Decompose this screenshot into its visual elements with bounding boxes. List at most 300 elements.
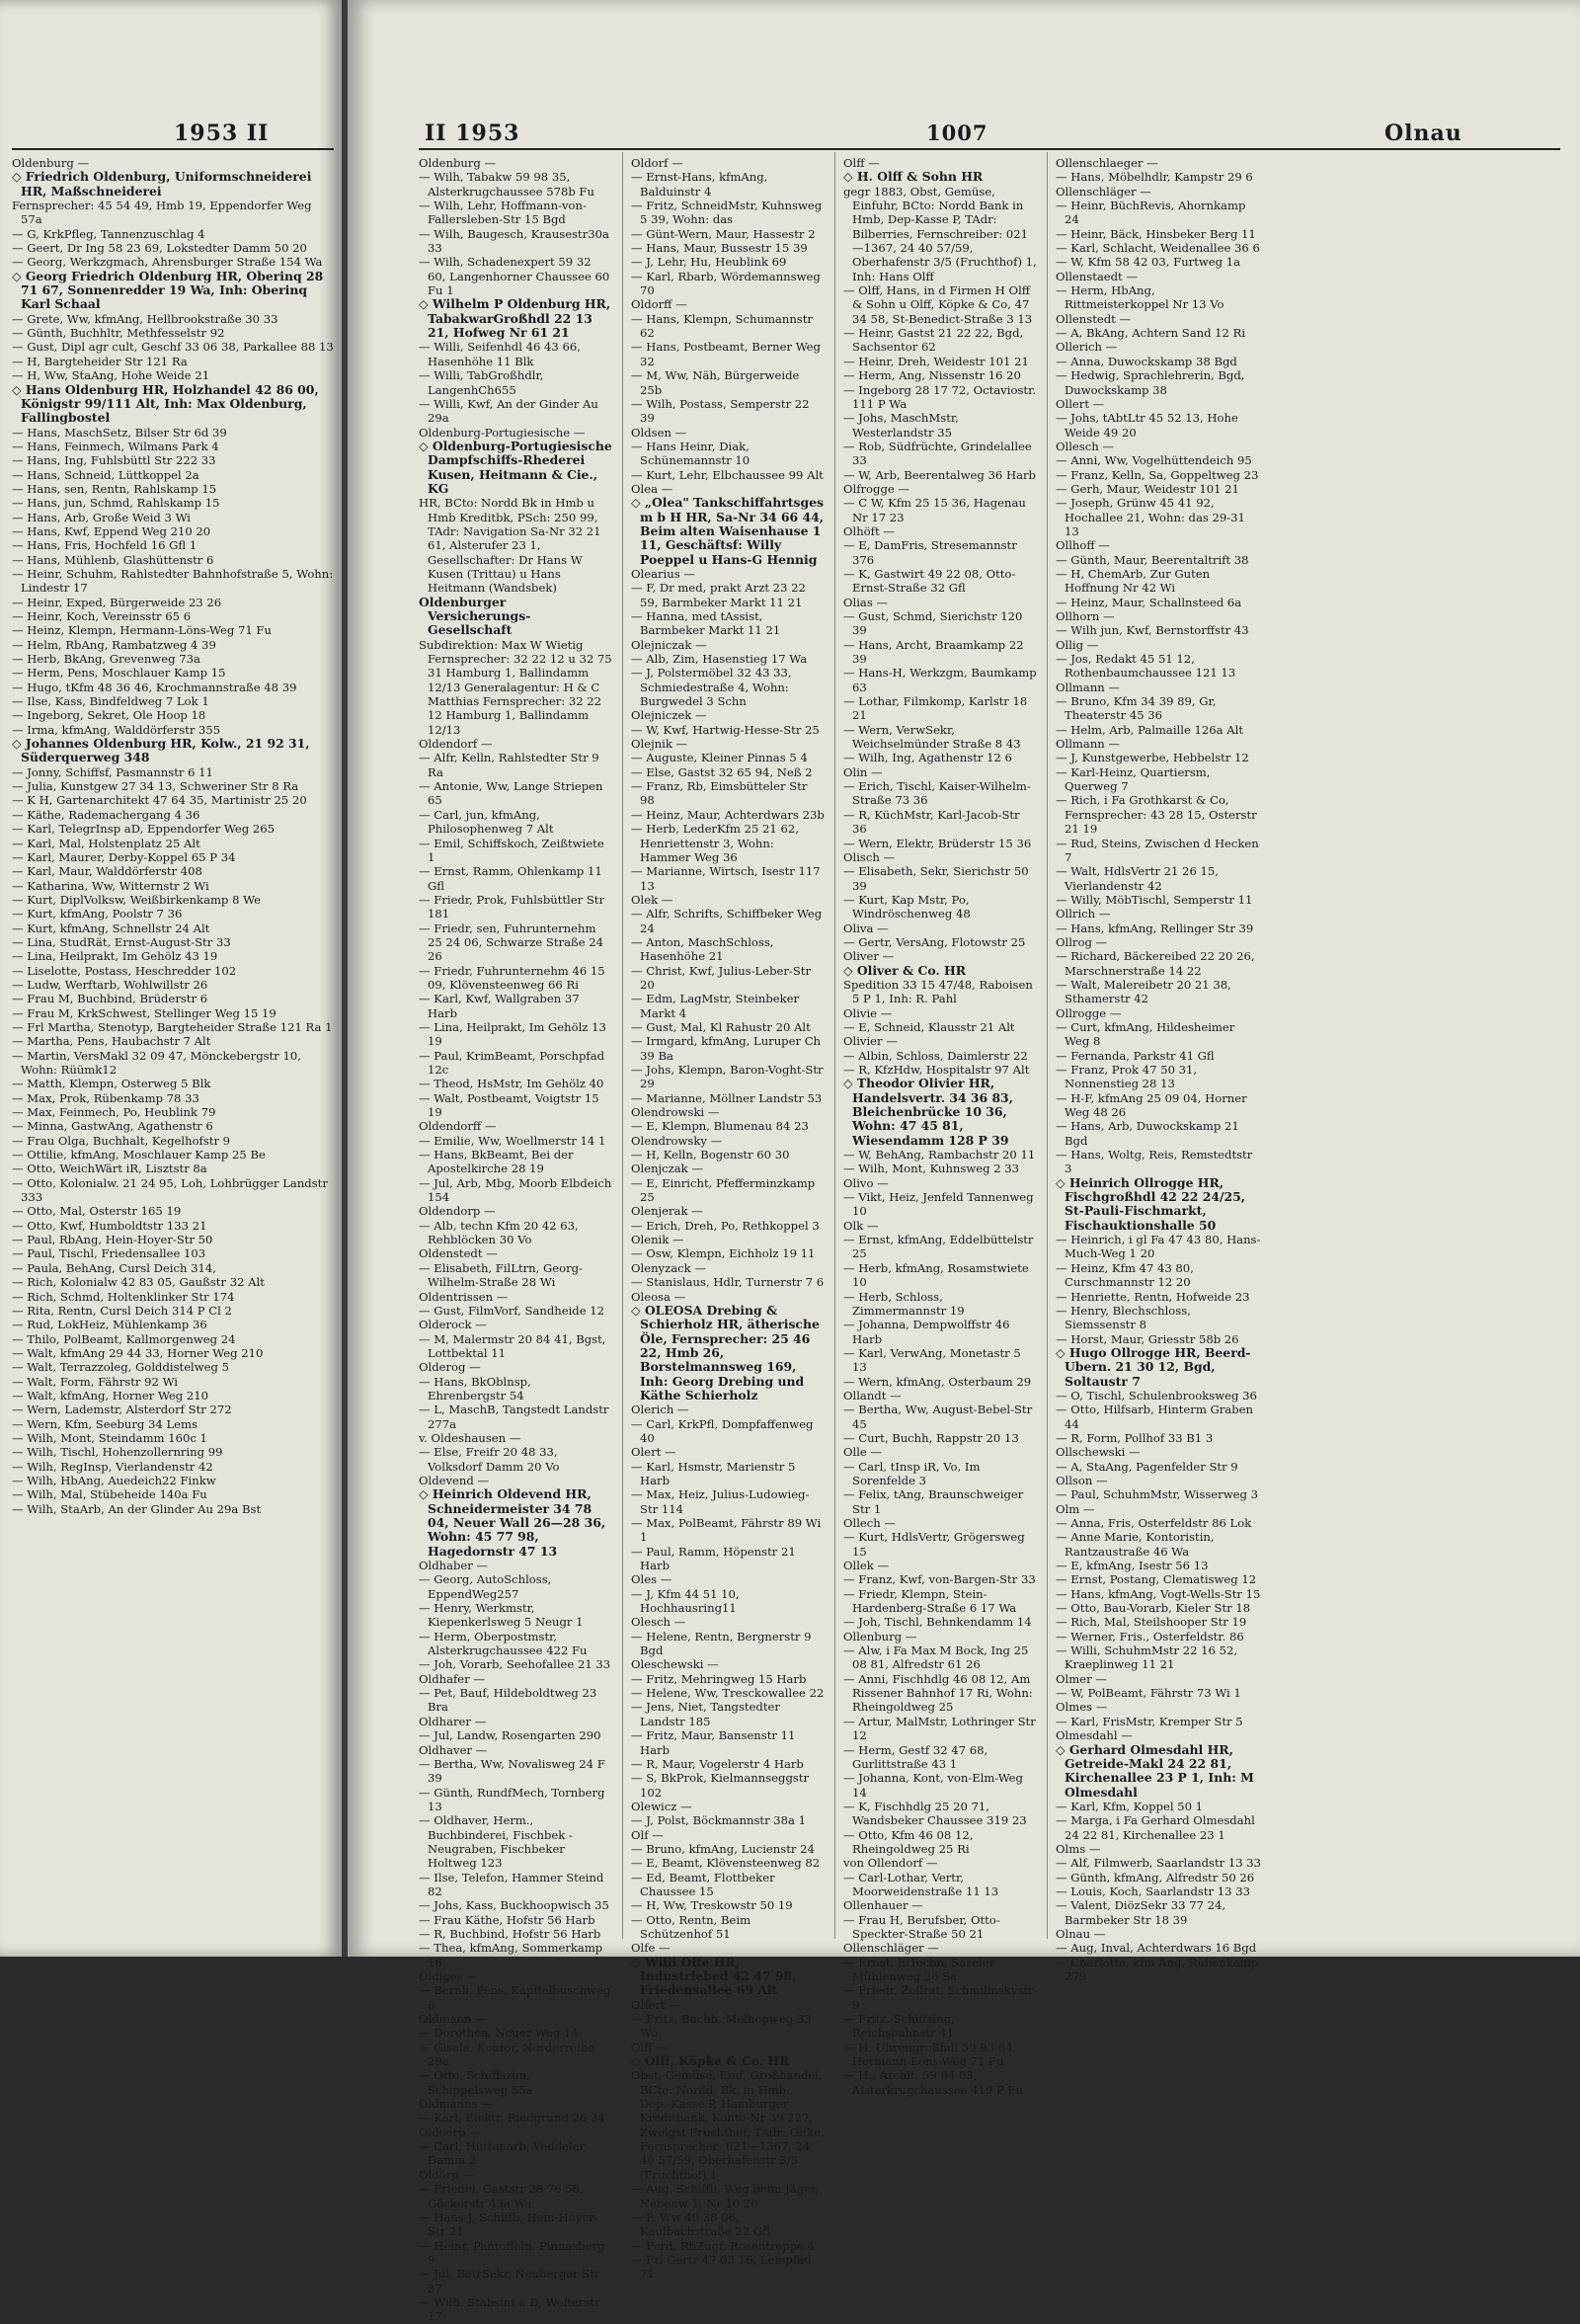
directory-entry: Oldhaber — [419, 1559, 489, 1573]
directory-entry: Olfert — [631, 1997, 680, 2012]
directory-entry: — Antonie, Ww, Lange Striepen 65 [419, 779, 603, 808]
directory-entry: — Wilh, Stabsint a D, Wolterstr 17 [419, 2294, 600, 2324]
directory-entry: — Ernst, ElTechn, Saseler Mühlenweg 26 Sa [843, 1955, 995, 1983]
directory-entry: — Gust, FilmVorf, Sandheide 12 [419, 1303, 605, 1318]
directory-entry: — Gust, Mal, Kl Rahustr 20 Alt [631, 1019, 811, 1034]
directory-entry: Oldharer — [419, 1714, 487, 1728]
directory-entry: — Alfr, Kelln, Rahlstedter Str 9 Ra [419, 751, 599, 779]
directory-entry: — Hans, Schneid, Lüttkoppel 2a [12, 467, 199, 482]
directory-entry: ◇ Hugo Ollrogge HR, Beerd-Ubern. 21 30 12, Bgd, Soltaustr 7 [1056, 1344, 1251, 1389]
directory-entry: Olff — [631, 2040, 668, 2054]
directory-entry: — R, Form, Pollhof 33 B1 3 [1056, 1430, 1214, 1445]
directory-entry: — Geert, Dr Ing 58 23 69, Lokstedter Damm 50 20 [12, 241, 307, 256]
directory-entry: — Hans, Arb, Große Weid 3 Wi [12, 510, 191, 524]
directory-entry: — Jens, Niet, Tangstedter Landstr 185 [631, 1700, 780, 1728]
directory-entry: Oleschewski — [631, 1657, 719, 1672]
directory-entry: — Otto, Schiffszim, Schippelsweg 55a [419, 2068, 533, 2097]
directory-entry: — Karl-Heinz, Quartiersm, Querweg 7 [1056, 764, 1211, 794]
directory-entry: — Pet, Bauf, Hildeboldtweg 23 Bra [419, 1686, 597, 1715]
directory-entry: Olmes — [1056, 1700, 1108, 1715]
directory-entry: Ollmann — [1056, 680, 1121, 694]
directory-entry: — Minna, GastwAng, Agathenstr 6 [12, 1119, 213, 1134]
directory-entry: — Willy, MöbTischl, Semperstr 11 [1056, 892, 1253, 907]
directory-entry: Olivo — [843, 1175, 889, 1190]
directory-entry: — Lina, StudRät, Ernst-August-Str 33 [12, 934, 231, 949]
directory-entry: — Hans, BkBeamt, Bei der Apostelkirche 28 19 [419, 1148, 574, 1176]
directory-entry: — H, Kelln, Bogenstr 60 30 [631, 1148, 790, 1162]
directory-entry: HR, BCto: Nordd Bk in Hmb u Hmb Kreditbk, PSch: 250 99, TAdr: Navigation Sa-Nr 32 21 61, Alsterufer 23 1, Gesellschafter: Dr Hans W Kusen (Trittau) u Hans Heitmann (Wandsbek) [419, 496, 601, 596]
directory-entry: — Else, Gastst 32 65 94, Neß 2 [631, 764, 813, 779]
directory-entry: Ollhoff — [1056, 538, 1110, 553]
directory-entry: — W, BehAng, Rambachstr 20 11 [843, 1148, 1036, 1162]
directory-entry: ◇ Willi Olfe HR, Industriebed 42 47 98, Friedensallee 69 Alt [631, 1954, 797, 1998]
directory-entry: — Rud, Steins, Zwischen d Hecken 7 [1056, 836, 1259, 864]
directory-entry: Olin — [843, 764, 883, 779]
directory-entry: — Marianne, Möllner Landstr 53 [631, 1090, 823, 1105]
directory-entry: Olea — [631, 481, 673, 496]
directory-entry: — Karl, Schlacht, Weidenallee 36 6 [1056, 241, 1260, 256]
directory-entry: — Heinr, Dreh, Weidestr 101 21 [843, 354, 1029, 368]
directory-entry: — Jul, Landw, Rosengarten 290 [419, 1728, 601, 1743]
directory-entry: Oliva — [843, 921, 889, 935]
directory-entry: — Paula, BehAng, Cursl Deich 314, [12, 1260, 216, 1275]
directory-entry: — Johs, Klempn, Baron-Voght-Str 29 [631, 1063, 824, 1091]
directory-entry: — Franz, Kelln, Sa, Goppeltweg 23 [1056, 467, 1259, 482]
directory-entry: — J, Polstermöbel 32 43 33, Schmiedestraße 4, Wohn: Burgwedel 3 Schn [631, 666, 792, 709]
directory-entry: — Joh, Tischl, Behnkendamm 14 [843, 1615, 1032, 1630]
directory-entry: — Hanna, med tAssist, Barmbeker Markt 11 21 [631, 609, 781, 638]
directory-entry: — Walt, kfmAng, Horner Weg 210 [12, 1388, 209, 1402]
directory-entry: — Albin, Schloss, Daimlerstr 22 [843, 1048, 1028, 1063]
directory-entry: — R, KüchMstr, Karl-Jacob-Str 36 [843, 807, 1020, 837]
directory-entry: — Rich, i Fa Grothkarst & Co, Fernsprecher: 43 28 15, Osterstr 21 19 [1056, 793, 1257, 837]
directory-entry: — Wilh, Tabakw 59 98 35, Alsterkrugchaussee 578b Fu [419, 170, 594, 199]
directory-entry: — Bernh, Pens, Kapitelbuschweg 8 [419, 1983, 611, 2012]
directory-entry: Olenjerak — [631, 1204, 703, 1219]
directory-entry: ◇ Wilhelm P Oldenburg HR, TabakwarGroßhdl 22 13 21, Hofweg Nr 61 21 [419, 296, 611, 341]
directory-entry: — Gertr, VersAng, Flotowstr 25 [843, 934, 1026, 949]
directory-entry: — Wern, kfmAng, Osterbaum 29 [843, 1374, 1032, 1389]
directory-entry: — Wilh, Mal, Stübeheide 140a Fu [12, 1487, 207, 1502]
directory-entry: — Friedr, Fuhrunternehm 46 15 09, Klövensteenweg 66 Ri [419, 963, 605, 992]
directory-entry: — Käthe, Rademachergang 4 36 [12, 807, 200, 822]
directory-entry: — Carl-Lothar, Vertr, Moorweidenstraße 11 13 [843, 1870, 999, 1898]
directory-entry: ◇ Heinrich Ollrogge HR, Fischgroßhdl 42 22 24/25, St-Pauli-Fischmarkt, Fischauktionshalle 50 [1056, 1174, 1246, 1233]
directory-entry: — Oldhaver, Herm., Buchbinderei, Fischbek - Neugraben, Fischbeker Holtweg 123 [419, 1813, 573, 1871]
directory-entry: — Ilse, Telefon, Hammer Steind 82 [419, 1870, 604, 1898]
directory-entry: — Walt, kfmAng 29 44 33, Horner Weg 210 [12, 1345, 264, 1360]
directory-entry: Olivier — [843, 1034, 898, 1049]
directory-entry: — Thea, kfmAng, Sommerkamp 16 [419, 1941, 603, 1969]
directory-entry: — Charlotte, kfm Ang, Rübenkamp 279 [1056, 1955, 1259, 1983]
directory-entry: — Wilh, Baugesch, Krausestr30a 33 [419, 226, 609, 256]
directory-entry: — Friedr, Klempn, Stein-Hardenberg-Straße 6 17 Wa [843, 1586, 1017, 1616]
directory-entry: — Matth, Klempn, Osterweg 5 Blk [12, 1077, 211, 1091]
directory-entry: Subdirektion: Max W Wietig Fernsprecher: 32 22 12 u 32 75 31 Hamburg 1, Ballindamm 12/13 Generalagentur: H & C Matthias Fernsprecher: 32 22 12 Hamburg 1, Ballindamm 12/13 [419, 637, 612, 737]
directory-entry: — Hans, Postbeamt, Berner Weg 32 [631, 340, 821, 368]
directory-entry: — Walt, Postbeamt, Voigtstr 15 19 [419, 1090, 599, 1120]
directory-entry: — Bruno, kfmAng, Lucienstr 24 [631, 1841, 815, 1856]
directory-entry: ◇ Oldenburg-Portugiesische Dampfschiffs-Rhederei Kusen, Heitmann & Cie., KG [419, 438, 612, 496]
directory-entry: — Günth, Buchhltr, Methfesselstr 92 [12, 326, 225, 341]
directory-entry: — Hans, jun, Schmd, Rahlskamp 15 [12, 496, 220, 511]
directory-entry: Oldhafer — [419, 1671, 485, 1686]
directory-entry: — Günt-Wern, Maur, Hassestr 2 [631, 226, 816, 241]
directory-entry: — Karl, Hsmstr, Marienstr 5 Harb [631, 1459, 796, 1487]
directory-entry: Oldorff — [631, 297, 687, 312]
directory-entry: — Christ, Kwf, Julius-Leber-Str 20 [631, 963, 811, 992]
directory-entry: — Ernst, Postang, Clematisweg 12 [1056, 1572, 1257, 1587]
directory-entry: — Else, Freifr 20 48 33, Volksdorf Damm 20 Vo [419, 1445, 560, 1474]
directory-entry: ◇ Hans Oldenburg HR, Holzhandel 42 86 00, Königstr 99/111 Alt, Inh: Max Oldenburg, Fallingbostel [12, 381, 319, 426]
directory-entry: — Fritz, SchneidMstr, Kuhnsweg 5 39, Wohn: das [631, 199, 823, 227]
directory-entry: — Max, Feinmech, Po, Heublink 79 [12, 1105, 216, 1120]
directory-entry: Olk — [843, 1218, 879, 1233]
directory-entry: — Marianne, Wirtsch, Isestr 117 13 [631, 864, 821, 893]
directory-entry: — Bertha, Ww, August-Bebel-Str 45 [843, 1402, 1033, 1431]
directory-entry: — Kurt, kfmAng, Schnellstr 24 Alt [12, 921, 210, 935]
directory-entry: — Kurt, kfmAng, Poolstr 7 36 [12, 907, 183, 922]
directory-entry: — Heinz, Kfm 47 43 80, Curschmannstr 12 20 [1056, 1260, 1194, 1290]
directory-entry: — Hans, Ing, Fuhlsbüttl Str 222 33 [12, 453, 216, 468]
directory-entry: Ollenschlaeger — [1056, 156, 1158, 170]
column-divider [1047, 152, 1048, 1939]
directory-entry: Oldhaver — [419, 1742, 488, 1757]
directory-entry: — O, Tischl, Schulenbrooksweg 36 [1056, 1388, 1257, 1402]
directory-entry: Ollmann — [1056, 737, 1121, 752]
directory-entry: Olle — [843, 1445, 883, 1460]
directory-entry: — Wilh, Schadenexpert 59 32 60, Langenhorner Chaussee 60 Fu 1 [419, 255, 610, 298]
directory-entry: — H, Bargteheider Str 121 Ra [12, 354, 188, 368]
directory-entry: — Herb, LederKfm 25 21 62, Henriettenstr 3, Wohn: Hammer Weg 36 [631, 822, 799, 864]
directory-entry: Ollert — [1056, 396, 1105, 411]
directory-entry: Olendrowski — [631, 1105, 720, 1120]
directory-entry: — Alb, Zim, Hasenstieg 17 Wa [631, 652, 808, 667]
directory-entry: Obst, Gemüse, Einf, Großhandel, BCto: Nordd. Bk. in Hmb., Dep.-Kasse P, Hamburger Kreditbank, Konto-Nr 39 227, Zweigst Fruchthof, TAdr: Olfko, Fernsprecher: 021—1367, 24 40 57/59, Oberhafenstr 3/5 (Fruchthof) 1 [631, 2068, 825, 2182]
directory-entry: Oldsen — [631, 425, 687, 440]
directory-entry: Oldenburger Versicherungs-Gesellschaft [419, 594, 531, 638]
directory-entry: Oldörp — [419, 2167, 474, 2182]
directory-entry: — Herm, Oberpostmstr, Alsterkrugchaussee 422 Fu [419, 1629, 588, 1658]
directory-entry: Olenjczak — [631, 1162, 703, 1176]
directory-entry: — W, PolBeamt, Fährstr 73 Wi 1 [1056, 1686, 1241, 1701]
directory-entry: ◇ Georg Friedrich Oldenburg HR, Oberinq 28 71 67, Sonnenredder 19 Wa, Inh: Oberinq Karl Schaal [12, 268, 324, 312]
directory-entry: — Frau M, KrkSchwest, Stellinger Weg 15 19 [12, 1005, 276, 1020]
directory-entry: — Werner, Fris., Osterfeldstr. 86 [1056, 1629, 1244, 1643]
directory-entry: — Friedr, Prok, Fuhlsbüttler Str 181 [419, 892, 604, 922]
directory-entry: — Karl, Mal, Holstenplatz 25 Alt [12, 836, 200, 850]
directory-entry: — L, MaschB, Tangstedt Landstr 277a [419, 1402, 609, 1431]
directory-entry: — W, Kfm 58 42 03, Furtweg 1a [1056, 255, 1241, 270]
directory-entry: — Hans, Mühlenb, Glashüttenstr 6 [12, 552, 214, 567]
directory-entry: — Alb, techn Kfm 20 42 63, Rehblöcken 30 Vo [419, 1218, 579, 1247]
directory-entry: — Joh, Vorarb, Seehofallee 21 33 [419, 1657, 611, 1672]
directory-entry: Ollandt — [843, 1388, 902, 1402]
directory-entry: — Hans, Feinmech, Wilmans Park 4 [12, 439, 219, 453]
directory-entry: — Aug, Schiffb, Weg beim Jäger, Nebenw 1, Nr 10 20 [631, 2182, 819, 2210]
directory-entry: — Elisabeth, FilLtrn, Georg-Wilhelm-Straße 28 Wi [419, 1260, 583, 1290]
directory-entry: Ollenhauer — [843, 1898, 923, 1913]
right-page-header-keyword: Olnau [1384, 120, 1462, 146]
directory-entry: — Wilh, Mont, Kuhnsweg 2 33 [843, 1162, 1020, 1176]
directory-entry: Oleosa — [631, 1289, 686, 1304]
directory-entry: Olejniczak — [631, 637, 707, 652]
directory-entry: — Wilh, Ing, Agathenstr 12 6 [843, 751, 1012, 765]
directory-entry: — S, BkProk, Kielmannseggstr 102 [631, 1771, 810, 1800]
directory-entry: — Gisela, Kontor, Norderreihe 29a [419, 2040, 595, 2069]
directory-entry: — J, Polst, Böckmannstr 38a 1 [631, 1813, 807, 1828]
directory-entry: ◇ Oliver & Co. HR [843, 962, 967, 978]
directory-entry: Ollenstaedt — [1056, 269, 1138, 283]
directory-entry: — Max, Heiz, Julius-Ludowieg-Str 114 [631, 1487, 810, 1516]
directory-entry: — E, Klempn, Blumenau 84 23 [631, 1119, 809, 1134]
directory-entry: — Thilo, PolBeamt, Kallmorgenweg 24 [12, 1331, 236, 1346]
directory-entry: gegr 1883, Obst, Gemüse, Einfuhr, BCto: Nordd Bank in Hmb, Dep-Kasse P, TAdr: Bilberries, Fernschreiber: 021—1367, 24 40 57/59, Oberhafenstr 3/5 (Fruchthof) 1, Inh: Hans Olff [843, 184, 1037, 283]
directory-entry: — Wilh jun, Kwf, Bernstorffstr 43 [1056, 623, 1249, 638]
directory-entry: — Paul, Ramm, Höpenstr 21 Harb [631, 1544, 796, 1573]
directory-entry: — R, KfzHdw, Hospitalstr 97 Alt [843, 1063, 1030, 1077]
directory-entry: — Jonny, Schiffsf, Pasmannstr 6 11 [12, 764, 213, 779]
directory-entry: — Hans, kfmAng, Vogt-Wells-Str 15 [1056, 1586, 1261, 1601]
directory-entry: von Ollendorf — [843, 1856, 938, 1871]
directory-entry: — Paul, SchuhmMstr, Wisserweg 3 [1056, 1487, 1258, 1502]
directory-entry: — Otto, Mal, Osterstr 165 19 [12, 1204, 182, 1219]
directory-entry: — Hans, Fris, Hochfeld 16 Gfl 1 [12, 538, 198, 553]
directory-entry: Olerich — [631, 1402, 689, 1417]
directory-entry: — Wilh, Postass, Semperstr 22 39 [631, 396, 810, 426]
directory-entry: — Heinr, Schuhm, Rahlstedter Bahnhofstraße 5, Wohn: Lindestr 17 [12, 566, 334, 596]
directory-entry: — Johs, tAbtLtr 45 52 13, Hohe Weide 49 20 [1056, 411, 1238, 440]
directory-entry: Ollson — [1056, 1473, 1108, 1487]
directory-entry: — H, Ww, Treskowstr 50 19 [631, 1898, 793, 1913]
directory-entry: — J, Lehr, Hu, Heublink 69 [631, 255, 787, 270]
directory-entry: Olmer — [1056, 1671, 1107, 1686]
directory-entry: — Edm, LagMstr, Steinbeker Markt 4 [631, 992, 800, 1020]
directory-entry: — Johs, MaschMstr, Westerlandstr 35 [843, 411, 959, 440]
directory-entry: — Frau M, Buchbind, Brüderstr 6 [12, 992, 208, 1006]
directory-entry: Olhöft — [843, 523, 895, 538]
directory-entry: Ollenschläger — [843, 1941, 939, 1956]
directory-entry: — W, Arb, Beerentalweg 36 Harb [843, 467, 1036, 482]
directory-entry: — Karl, VerwAng, Monetastr 5 13 [843, 1345, 1021, 1375]
directory-entry: — Hans, Maur, Bussestr 15 39 [631, 241, 808, 256]
directory-entry: — Curt, Buchh, Rappstr 20 13 [843, 1430, 1019, 1445]
directory-entry: — Heinr, Bäck, Hinsbeker Berg 11 [1056, 226, 1256, 241]
directory-entry: — Karl, Maurer, Derby-Koppel 65 P 34 [12, 849, 236, 864]
directory-entry: — Walt, Form, Fährstr 92 Wi [12, 1374, 179, 1389]
directory-entry: — Rita, Rentn, Cursl Deich 314 P Cl 2 [12, 1303, 232, 1318]
directory-entry: — Marga, i Fa Gerhard Olmesdahl 24 22 81, Kirchenallee 23 1 [1056, 1813, 1255, 1842]
directory-entry: — Irma, kfmAng, Walddörferstr 355 [12, 722, 221, 737]
directory-entry: — H-F, kfmAng 25 09 04, Horner Weg 48 26 [1056, 1090, 1247, 1120]
directory-entry: — Artur, MalMstr, Lothringer Str 12 [843, 1714, 1036, 1743]
directory-entry: — Walt, Malereibetr 20 21 38, Sthamerstr 42 [1056, 977, 1231, 1006]
directory-entry: — Kurt, DiplVolksw, Weißbirkenkamp 8 We [12, 892, 261, 907]
directory-entry: Ollrich — [1056, 907, 1111, 922]
directory-entry: — Hans, MaschSetz, Bilser Str 6d 39 [12, 425, 227, 440]
directory-entry: — Jul, BetrSekr, Neuberger Str 37 [419, 2267, 600, 2295]
directory-entry: — Herm, Ang, Nissenstr 16 20 [843, 368, 1021, 383]
directory-entry: — K H, Gartenarchitekt 47 64 35, Martinistr 25 20 [12, 793, 307, 808]
directory-entry: — Stanislaus, Hdlr, Turnerstr 7 6 [631, 1275, 825, 1290]
directory-entry: — Karl, TelegrInsp aD, Eppendorfer Weg 265 [12, 822, 275, 837]
directory-entry: — Richard, Bäckereibed 22 20 26, Marschnerstraße 14 22 [1056, 949, 1255, 978]
directory-entry: — Herm, Pens, Moschlauer Kamp 15 [12, 666, 226, 681]
directory-entry: Olff — [843, 156, 880, 170]
directory-entry: — Günth, RundfMech, Tornberg 13 [419, 1785, 605, 1813]
directory-entry: Olnau — [1056, 1926, 1106, 1941]
directory-entry: — Hans, Arb, Duwockskamp 21 Bgd [1056, 1119, 1239, 1148]
directory-entry: — Heinr, Gastst 21 22 22, Bgd, Sachsentor 62 [843, 326, 1024, 355]
directory-entry: — Hans, BkOblnsp, Ehrenbergstr 54 [419, 1374, 531, 1402]
directory-entry: Olenyzack — [631, 1260, 706, 1275]
directory-entry: Oldendorp — [419, 1204, 496, 1219]
directory-entry: Oldenburg-Portugiesische — [419, 425, 586, 440]
directory-entry: — Hans, Möbelhdlr, Kampstr 29 6 [1056, 170, 1253, 185]
directory-entry: — Herb, BkAng, Grevenweg 73a [12, 652, 200, 667]
directory-entry: — Lina, Heilprakt, Im Gehölz 13 19 [419, 1019, 606, 1049]
directory-entry: — Günth, Maur, Beerentaltrift 38 [1056, 552, 1249, 567]
directory-entry: — Hugo, tKfm 48 36 46, Krochmannstraße 48 39 [12, 680, 297, 694]
directory-entry: — Heinz, Klempn, Hermann-Löns-Weg 71 Fu [12, 623, 272, 638]
directory-entry: Ollig — [1056, 637, 1099, 652]
directory-entry: — M, Malermstr 20 84 41, Bgst, Lottbektal 11 [419, 1331, 606, 1360]
directory-entry: — Gerh, Maur, Weidestr 101 21 [1056, 481, 1239, 496]
directory-entry: — Otto, Rentn, Beim Schützenhof 51 [631, 1912, 751, 1941]
directory-entry: — Wern, VerwSekr, Weichselmünder Straße 8 43 [843, 722, 1021, 752]
directory-entry: — Karl, Elektr, Riedgrund 26 34 [419, 2111, 605, 2125]
directory-entry: — Anna, Fris, Osterfeldstr 86 Lok [1056, 1516, 1252, 1530]
directory-entry: ◇ Gerhard Olmesdahl HR, Getreide-Makl 24 22 81, Kirchenallee 23 P 1, Inh: M Olmesdahl [1056, 1741, 1254, 1800]
directory-entry: — Franz, Prok 47 50 31, Nonnenstieg 28 13 [1056, 1063, 1198, 1091]
directory-entry: — Rich, Kolonialw 42 83 05, Gaußstr 32 Alt [12, 1275, 265, 1290]
directory-entry: — Emilie, Ww, Woellmerstr 14 1 [419, 1133, 606, 1148]
directory-entry: — Anni, Fischhdlg 46 08 12, Am Rissener Bahnhof 17 Ri, Wohn: Rheingoldweg 25 [843, 1671, 1033, 1715]
directory-entry: — Wilh, StaArb, An der Glinder Au 29a Bst [12, 1501, 262, 1516]
directory-entry: — Carl, tInsp iR, Vo, Im Sorenfelde 3 [843, 1459, 981, 1487]
directory-entry: ◇ „Olea" Tankschiffahrtsges m b H HR, Sa-Nr 34 66 44, Beim alten Waisenhause 1 11, Geschäftsf: Willy Poeppel u Hans-G Hennig [631, 495, 825, 567]
directory-entry: — Theod, HsMstr, Im Gehölz 40 [419, 1077, 604, 1091]
directory-entry: — Ingeborg, Sekret, Ole Hoop 18 [12, 708, 206, 723]
directory-entry: — Fritz, Mehringweg 15 Harb [631, 1671, 807, 1686]
directory-entry: — Frau H, Berufsber, Otto-Speckter-Straße 50 21 [843, 1912, 1000, 1941]
directory-entry: — E, Beamt, Klövensteenweg 82 [631, 1856, 821, 1871]
directory-entry: — Willi, Kwf, An der Ginder Au 29a [419, 396, 598, 426]
directory-entry: Ollrogge — [1056, 1005, 1122, 1020]
directory-entry: — Erich, Dreh, Po, Rethkoppel 3 [631, 1218, 820, 1233]
directory-entry: — Vikt, Heiz, Jenfeld Tannenweg 10 [843, 1190, 1034, 1219]
directory-entry: — Johs, Kass, Buckhoopwisch 35 [419, 1898, 609, 1913]
directory-entry: — Walt, HdlsVertr 21 26 15, Vierlandenstr 42 [1056, 864, 1219, 893]
directory-entry: — Katharina, Ww, Witternstr 2 Wi [12, 878, 209, 893]
directory-entry: — Paul, Tischl, Friedensallee 103 [12, 1246, 206, 1261]
directory-entry: Olias — [843, 595, 889, 609]
directory-entry: — Hans-H, Werkzgm, Baumkamp 63 [843, 666, 1037, 694]
directory-entry: — Willi, SchuhmMstr 22 16 52, Kraeplinweg 11 21 [1056, 1643, 1238, 1672]
directory-entry: ◇ Olff, Köpke & Co. HR [631, 2053, 790, 2069]
directory-entry: — Erich, Tischl, Kaiser-Wilhelm-Straße 73 36 [843, 779, 1031, 808]
directory-entry: — Valent, DiözSekr 33 77 24, Barmbeker Str 18 39 [1056, 1898, 1226, 1927]
directory-entry: v. Oldeshausen — [419, 1430, 521, 1445]
directory-entry: — Heinrich, i gl Fa 47 43 80, Hans-Much-Weg 1 20 [1056, 1233, 1261, 1261]
directory-entry: — Carl, Hüttenarb, Veddeler Damm 2 [419, 2139, 586, 2168]
directory-entry: — Fernanda, Parkstr 41 Gfl [1056, 1048, 1215, 1063]
directory-entry: — H, Uhrengroßhdl 59 93 64, Hermann-Löns-Weg 71 Fu [843, 2040, 1017, 2069]
directory-entry: — Wern, Kfm, Seeburg 34 Lems [12, 1416, 198, 1431]
directory-entry: — W, Kwf, Hartwig-Hesse-Str 25 [631, 722, 820, 737]
directory-entry: — Rud, LokHeiz, Mühlenkamp 36 [12, 1318, 207, 1332]
directory-entry: — Anne Marie, Kontoristin, Rantzaustraße 46 Wa [1056, 1530, 1215, 1559]
directory-entry: ◇ Johannes Oldenburg HR, Kolw., 21 92 31, Süderquerweg 348 [12, 736, 310, 765]
directory-entry: — Otto, Kolonialw. 21 24 95, Loh, Lohbrügger Landstr 333 [12, 1175, 328, 1205]
directory-entry: ◇ OLEOSA Drebing & Schierholz HR, ätherische Öle, Fernsprecher: 25 46 22, Hmb 26, Borstelmannsweg 169, Inh: Georg Drebing und Käthe Schierholz [631, 1302, 820, 1402]
directory-entry: — J, Kfm 44 51 10, Hochhausring11 [631, 1586, 740, 1616]
directory-entry: — Alfr, Schrifts, Schiffbeker Weg 24 [631, 907, 823, 935]
page-number: 1007 [926, 120, 988, 145]
directory-entry: Oldmanns — [419, 2097, 493, 2112]
directory-entry: — Karl, FrisMstr, Kremper Str 5 [1056, 1714, 1243, 1728]
directory-entry: Olm — [1056, 1501, 1095, 1516]
directory-entry: — K, Fischhdlg 25 20 71, Wandsbeker Chaussee 319 23 [843, 1799, 1027, 1828]
directory-entry: — Herb, Schloss, Zimmermannstr 19 [843, 1289, 965, 1318]
directory-entry: — Gust, Schmd, Sierichstr 120 39 [843, 609, 1023, 638]
directory-entry: — Friedr, sen, Fuhrunternehm 25 24 06, Schwarze Straße 24 26 [419, 921, 604, 964]
directory-entry: — Martin, VersMakl 32 09 47, Mönckebergstr 10, Wohn: Rüümk12 [12, 1048, 301, 1077]
directory-entry: — Paul, KrimBeamt, Porschpfad 12c [419, 1048, 605, 1077]
header-rule [12, 148, 334, 150]
directory-entry: — Hans, Woltg, Reis, Remstedtstr 3 [1056, 1148, 1253, 1176]
directory-entry: ◇ Friedrich Oldenburg, Uniformschneiderei HR, Maßschneiderei [12, 169, 312, 199]
directory-entry: Olderock — [419, 1318, 487, 1332]
directory-entry: — Grete, Ww, kfmAng, Hellbrookstraße 30 33 [12, 311, 278, 326]
directory-entry: — Ilse, Kass, Bindfeldweg 7 Lok 1 [12, 694, 209, 709]
directory-entry: — Ludw, Werftarb, Wohlwillstr 26 [12, 977, 208, 992]
directory-entry: — Kurt, Kap Mstr, Po, Windröschenweg 48 [843, 892, 971, 922]
directory-entry: — Johanna, Kont, von-Elm-Weg 14 [843, 1771, 1023, 1800]
directory-entry: — Hans, Klempn, Schumannstr 62 [631, 311, 813, 341]
directory-entry: — Herm, Gestf 32 47 68, Gurlittstraße 43 1 [843, 1742, 988, 1771]
directory-entry: — Paul, RbAng, Hein-Hoyer-Str 50 [12, 1233, 213, 1247]
directory-entry: Olejnik — [631, 737, 688, 752]
header-rule [419, 148, 1560, 150]
left-column-1 [12, 156, 334, 1935]
directory-entry: — Heinz, Maur, Achterdwars 23b [631, 807, 825, 822]
directory-entry: — Max, Prok, Rübenkamp 78 33 [12, 1090, 199, 1105]
directory-entry: — Alf, Filmwerb, Saarlandstr 13 33 [1056, 1856, 1262, 1871]
directory-entry: — E, DamFris, Stresemannstr 376 [843, 538, 1017, 567]
directory-entry: Olesch — [631, 1615, 686, 1630]
directory-entry: — Hans, sen, Rentn, Rahlskamp 15 [12, 481, 217, 496]
directory-entry: Olert — [631, 1445, 676, 1460]
directory-entry: — Henry, Blechschloss, Siemssenstr 8 [1056, 1303, 1191, 1332]
directory-entry: ◇ H. Olff & Sohn HR [843, 169, 984, 185]
directory-entry: Ollenstedt — [1056, 311, 1132, 326]
directory-entry: — Otto, Kfm 46 08 12, Rheingoldweg 25 Ri [843, 1827, 974, 1856]
directory-entry: — Anna, Duwockskamp 38 Bgd [1056, 354, 1237, 368]
directory-entry: — Kurt, HdlsVertr, Grögersweg 15 [843, 1530, 1025, 1559]
directory-entry: — Olff, Hans, in d Firmen H Olff & Sohn u Olff, Köpke & Co, 47 34 58, St-Benedict-Straße 3 13 [843, 283, 1033, 326]
directory-entry: — C W, Kfm 25 15 36, Hagenau Nr 17 23 [843, 496, 1026, 524]
directory-entry: — Heinr, Exped, Bürgerweide 23 26 [12, 595, 222, 609]
directory-entry: Olisch — [843, 849, 896, 864]
directory-entry: — M, Ww, Näh, Bürgerweide 25b [631, 368, 800, 397]
directory-entry: — Horst, Maur, Griesstr 58b 26 [1056, 1331, 1239, 1346]
directory-entry: Olearius — [631, 566, 695, 581]
directory-entry: — Wilh, Lehr, Hoffmann-von-Fallersleben-Str 15 Bgd [419, 199, 587, 227]
directory-entry: — Wern, Elektr, Brüderstr 15 36 [843, 836, 1032, 850]
column-divider [834, 152, 835, 1939]
directory-entry: — Friedr, Zollrat, Schmilinskystr 9 [843, 1983, 1034, 2012]
